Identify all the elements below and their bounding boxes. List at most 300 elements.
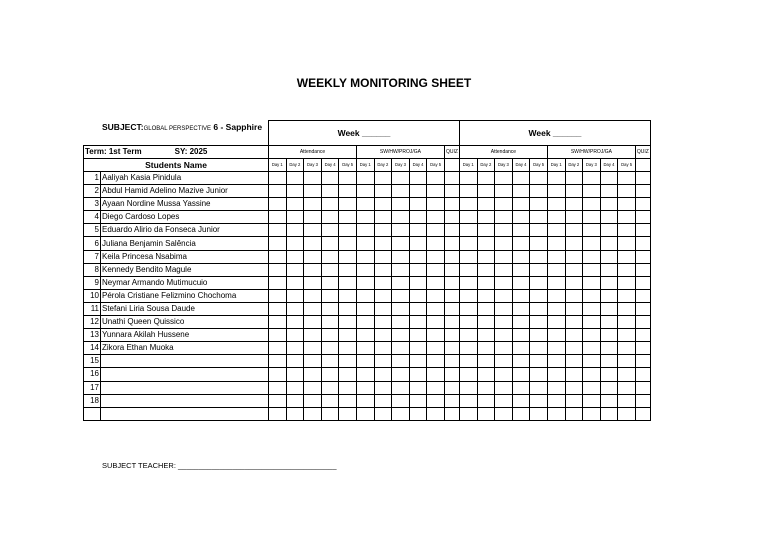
mark-cell[interactable] xyxy=(444,250,459,263)
mark-cell[interactable] xyxy=(321,316,339,329)
mark-cell[interactable] xyxy=(477,172,495,185)
mark-cell[interactable] xyxy=(583,394,601,407)
mark-cell[interactable] xyxy=(495,368,513,381)
mark-cell[interactable] xyxy=(356,211,374,224)
mark-cell[interactable] xyxy=(339,368,357,381)
mark-cell[interactable] xyxy=(321,237,339,250)
mark-cell[interactable] xyxy=(356,329,374,342)
mark-cell[interactable] xyxy=(444,289,459,302)
mark-cell[interactable] xyxy=(495,276,513,289)
mark-cell[interactable] xyxy=(600,342,618,355)
mark-cell[interactable] xyxy=(477,394,495,407)
mark-cell[interactable] xyxy=(565,381,583,394)
mark-cell[interactable] xyxy=(374,381,392,394)
mark-cell[interactable] xyxy=(392,263,410,276)
mark-cell[interactable] xyxy=(286,237,304,250)
mark-cell[interactable] xyxy=(459,276,477,289)
mark-cell[interactable] xyxy=(600,407,618,420)
mark-cell[interactable] xyxy=(286,407,304,420)
mark-cell[interactable] xyxy=(600,263,618,276)
mark-cell[interactable] xyxy=(547,211,565,224)
mark-cell[interactable] xyxy=(409,368,427,381)
mark-cell[interactable] xyxy=(565,211,583,224)
mark-cell[interactable] xyxy=(512,329,530,342)
mark-cell[interactable] xyxy=(512,237,530,250)
mark-cell[interactable] xyxy=(495,329,513,342)
mark-cell[interactable] xyxy=(583,211,601,224)
mark-cell[interactable] xyxy=(512,381,530,394)
mark-cell[interactable] xyxy=(374,355,392,368)
mark-cell[interactable] xyxy=(618,381,636,394)
mark-cell[interactable] xyxy=(339,198,357,211)
mark-cell[interactable] xyxy=(269,342,287,355)
mark-cell[interactable] xyxy=(565,172,583,185)
mark-cell[interactable] xyxy=(374,394,392,407)
mark-cell[interactable] xyxy=(512,316,530,329)
mark-cell[interactable] xyxy=(392,355,410,368)
mark-cell[interactable] xyxy=(392,316,410,329)
mark-cell[interactable] xyxy=(477,407,495,420)
mark-cell[interactable] xyxy=(600,329,618,342)
mark-cell[interactable] xyxy=(392,381,410,394)
mark-cell[interactable] xyxy=(495,316,513,329)
mark-cell[interactable] xyxy=(321,329,339,342)
mark-cell[interactable] xyxy=(444,342,459,355)
mark-cell[interactable] xyxy=(459,237,477,250)
mark-cell[interactable] xyxy=(444,198,459,211)
mark-cell[interactable] xyxy=(409,302,427,315)
mark-cell[interactable] xyxy=(459,263,477,276)
mark-cell[interactable] xyxy=(444,237,459,250)
mark-cell[interactable] xyxy=(374,263,392,276)
mark-cell[interactable] xyxy=(459,342,477,355)
mark-cell[interactable] xyxy=(304,237,322,250)
mark-cell[interactable] xyxy=(459,329,477,342)
mark-cell[interactable] xyxy=(618,329,636,342)
mark-cell[interactable] xyxy=(444,185,459,198)
mark-cell[interactable] xyxy=(356,381,374,394)
mark-cell[interactable] xyxy=(339,394,357,407)
mark-cell[interactable] xyxy=(374,368,392,381)
mark-cell[interactable] xyxy=(583,355,601,368)
mark-cell[interactable] xyxy=(530,381,548,394)
mark-cell[interactable] xyxy=(269,250,287,263)
mark-cell[interactable] xyxy=(530,342,548,355)
mark-cell[interactable] xyxy=(618,355,636,368)
mark-cell[interactable] xyxy=(444,381,459,394)
mark-cell[interactable] xyxy=(409,211,427,224)
mark-cell[interactable] xyxy=(321,276,339,289)
mark-cell[interactable] xyxy=(512,263,530,276)
mark-cell[interactable] xyxy=(583,224,601,237)
mark-cell[interactable] xyxy=(635,250,650,263)
mark-cell[interactable] xyxy=(477,316,495,329)
mark-cell[interactable] xyxy=(635,302,650,315)
mark-cell[interactable] xyxy=(269,276,287,289)
mark-cell[interactable] xyxy=(427,394,445,407)
mark-cell[interactable] xyxy=(444,224,459,237)
mark-cell[interactable] xyxy=(583,407,601,420)
mark-cell[interactable] xyxy=(530,172,548,185)
mark-cell[interactable] xyxy=(427,407,445,420)
mark-cell[interactable] xyxy=(547,250,565,263)
mark-cell[interactable] xyxy=(444,329,459,342)
mark-cell[interactable] xyxy=(409,250,427,263)
mark-cell[interactable] xyxy=(635,224,650,237)
mark-cell[interactable] xyxy=(286,394,304,407)
mark-cell[interactable] xyxy=(356,172,374,185)
mark-cell[interactable] xyxy=(565,316,583,329)
mark-cell[interactable] xyxy=(530,185,548,198)
mark-cell[interactable] xyxy=(269,316,287,329)
mark-cell[interactable] xyxy=(304,276,322,289)
mark-cell[interactable] xyxy=(512,289,530,302)
mark-cell[interactable] xyxy=(427,211,445,224)
mark-cell[interactable] xyxy=(477,211,495,224)
mark-cell[interactable] xyxy=(459,355,477,368)
mark-cell[interactable] xyxy=(477,355,495,368)
mark-cell[interactable] xyxy=(583,198,601,211)
mark-cell[interactable] xyxy=(339,276,357,289)
mark-cell[interactable] xyxy=(304,368,322,381)
mark-cell[interactable] xyxy=(339,316,357,329)
mark-cell[interactable] xyxy=(427,224,445,237)
mark-cell[interactable] xyxy=(547,302,565,315)
mark-cell[interactable] xyxy=(547,276,565,289)
mark-cell[interactable] xyxy=(495,355,513,368)
mark-cell[interactable] xyxy=(600,276,618,289)
mark-cell[interactable] xyxy=(409,342,427,355)
mark-cell[interactable] xyxy=(356,289,374,302)
mark-cell[interactable] xyxy=(583,276,601,289)
mark-cell[interactable] xyxy=(269,407,287,420)
mark-cell[interactable] xyxy=(321,368,339,381)
mark-cell[interactable] xyxy=(547,237,565,250)
mark-cell[interactable] xyxy=(269,237,287,250)
mark-cell[interactable] xyxy=(565,198,583,211)
mark-cell[interactable] xyxy=(409,276,427,289)
mark-cell[interactable] xyxy=(286,224,304,237)
mark-cell[interactable] xyxy=(392,302,410,315)
mark-cell[interactable] xyxy=(444,276,459,289)
mark-cell[interactable] xyxy=(374,302,392,315)
mark-cell[interactable] xyxy=(565,394,583,407)
mark-cell[interactable] xyxy=(304,381,322,394)
mark-cell[interactable] xyxy=(427,355,445,368)
mark-cell[interactable] xyxy=(618,316,636,329)
mark-cell[interactable] xyxy=(286,276,304,289)
mark-cell[interactable] xyxy=(530,302,548,315)
mark-cell[interactable] xyxy=(495,185,513,198)
mark-cell[interactable] xyxy=(459,172,477,185)
mark-cell[interactable] xyxy=(565,329,583,342)
mark-cell[interactable] xyxy=(547,329,565,342)
mark-cell[interactable] xyxy=(618,394,636,407)
mark-cell[interactable] xyxy=(444,394,459,407)
mark-cell[interactable] xyxy=(583,381,601,394)
mark-cell[interactable] xyxy=(321,342,339,355)
mark-cell[interactable] xyxy=(459,394,477,407)
mark-cell[interactable] xyxy=(600,172,618,185)
mark-cell[interactable] xyxy=(459,302,477,315)
mark-cell[interactable] xyxy=(286,316,304,329)
mark-cell[interactable] xyxy=(374,237,392,250)
mark-cell[interactable] xyxy=(286,329,304,342)
mark-cell[interactable] xyxy=(547,355,565,368)
mark-cell[interactable] xyxy=(321,172,339,185)
mark-cell[interactable] xyxy=(512,224,530,237)
mark-cell[interactable] xyxy=(392,342,410,355)
mark-cell[interactable] xyxy=(409,237,427,250)
mark-cell[interactable] xyxy=(304,329,322,342)
mark-cell[interactable] xyxy=(392,329,410,342)
mark-cell[interactable] xyxy=(565,355,583,368)
mark-cell[interactable] xyxy=(427,276,445,289)
mark-cell[interactable] xyxy=(618,407,636,420)
mark-cell[interactable] xyxy=(269,211,287,224)
mark-cell[interactable] xyxy=(409,198,427,211)
mark-cell[interactable] xyxy=(304,342,322,355)
mark-cell[interactable] xyxy=(459,289,477,302)
mark-cell[interactable] xyxy=(583,342,601,355)
mark-cell[interactable] xyxy=(286,172,304,185)
mark-cell[interactable] xyxy=(530,211,548,224)
mark-cell[interactable] xyxy=(356,355,374,368)
mark-cell[interactable] xyxy=(321,302,339,315)
mark-cell[interactable] xyxy=(477,342,495,355)
mark-cell[interactable] xyxy=(530,394,548,407)
mark-cell[interactable] xyxy=(392,289,410,302)
mark-cell[interactable] xyxy=(495,381,513,394)
mark-cell[interactable] xyxy=(286,342,304,355)
mark-cell[interactable] xyxy=(339,250,357,263)
mark-cell[interactable] xyxy=(477,263,495,276)
mark-cell[interactable] xyxy=(547,407,565,420)
mark-cell[interactable] xyxy=(618,185,636,198)
mark-cell[interactable] xyxy=(635,172,650,185)
mark-cell[interactable] xyxy=(583,172,601,185)
mark-cell[interactable] xyxy=(530,289,548,302)
mark-cell[interactable] xyxy=(600,198,618,211)
mark-cell[interactable] xyxy=(321,394,339,407)
mark-cell[interactable] xyxy=(356,342,374,355)
mark-cell[interactable] xyxy=(618,224,636,237)
mark-cell[interactable] xyxy=(583,263,601,276)
mark-cell[interactable] xyxy=(339,185,357,198)
mark-cell[interactable] xyxy=(392,185,410,198)
mark-cell[interactable] xyxy=(600,368,618,381)
mark-cell[interactable] xyxy=(477,289,495,302)
mark-cell[interactable] xyxy=(635,211,650,224)
mark-cell[interactable] xyxy=(477,302,495,315)
mark-cell[interactable] xyxy=(269,302,287,315)
mark-cell[interactable] xyxy=(635,394,650,407)
mark-cell[interactable] xyxy=(547,172,565,185)
mark-cell[interactable] xyxy=(477,185,495,198)
mark-cell[interactable] xyxy=(583,289,601,302)
mark-cell[interactable] xyxy=(495,407,513,420)
mark-cell[interactable] xyxy=(269,172,287,185)
mark-cell[interactable] xyxy=(477,368,495,381)
mark-cell[interactable] xyxy=(495,211,513,224)
mark-cell[interactable] xyxy=(618,302,636,315)
mark-cell[interactable] xyxy=(304,316,322,329)
mark-cell[interactable] xyxy=(339,237,357,250)
mark-cell[interactable] xyxy=(321,289,339,302)
mark-cell[interactable] xyxy=(339,211,357,224)
mark-cell[interactable] xyxy=(409,185,427,198)
mark-cell[interactable] xyxy=(459,381,477,394)
mark-cell[interactable] xyxy=(356,250,374,263)
mark-cell[interactable] xyxy=(459,211,477,224)
mark-cell[interactable] xyxy=(356,407,374,420)
mark-cell[interactable] xyxy=(495,302,513,315)
mark-cell[interactable] xyxy=(321,198,339,211)
mark-cell[interactable] xyxy=(512,250,530,263)
mark-cell[interactable] xyxy=(304,302,322,315)
mark-cell[interactable] xyxy=(269,198,287,211)
mark-cell[interactable] xyxy=(600,355,618,368)
mark-cell[interactable] xyxy=(565,368,583,381)
mark-cell[interactable] xyxy=(269,394,287,407)
mark-cell[interactable] xyxy=(565,263,583,276)
mark-cell[interactable] xyxy=(495,263,513,276)
mark-cell[interactable] xyxy=(459,316,477,329)
mark-cell[interactable] xyxy=(374,211,392,224)
mark-cell[interactable] xyxy=(392,211,410,224)
mark-cell[interactable] xyxy=(427,342,445,355)
mark-cell[interactable] xyxy=(409,263,427,276)
mark-cell[interactable] xyxy=(321,211,339,224)
mark-cell[interactable] xyxy=(269,381,287,394)
mark-cell[interactable] xyxy=(512,355,530,368)
mark-cell[interactable] xyxy=(635,185,650,198)
mark-cell[interactable] xyxy=(409,355,427,368)
mark-cell[interactable] xyxy=(459,250,477,263)
mark-cell[interactable] xyxy=(547,381,565,394)
mark-cell[interactable] xyxy=(600,316,618,329)
mark-cell[interactable] xyxy=(444,355,459,368)
mark-cell[interactable] xyxy=(427,316,445,329)
mark-cell[interactable] xyxy=(374,276,392,289)
mark-cell[interactable] xyxy=(392,224,410,237)
mark-cell[interactable] xyxy=(583,302,601,315)
mark-cell[interactable] xyxy=(530,263,548,276)
mark-cell[interactable] xyxy=(444,302,459,315)
mark-cell[interactable] xyxy=(339,355,357,368)
mark-cell[interactable] xyxy=(427,250,445,263)
mark-cell[interactable] xyxy=(356,198,374,211)
mark-cell[interactable] xyxy=(392,172,410,185)
mark-cell[interactable] xyxy=(374,316,392,329)
mark-cell[interactable] xyxy=(512,302,530,315)
mark-cell[interactable] xyxy=(459,185,477,198)
mark-cell[interactable] xyxy=(530,276,548,289)
mark-cell[interactable] xyxy=(286,381,304,394)
mark-cell[interactable] xyxy=(374,198,392,211)
mark-cell[interactable] xyxy=(374,224,392,237)
mark-cell[interactable] xyxy=(427,237,445,250)
mark-cell[interactable] xyxy=(583,329,601,342)
mark-cell[interactable] xyxy=(547,224,565,237)
mark-cell[interactable] xyxy=(427,329,445,342)
mark-cell[interactable] xyxy=(547,198,565,211)
mark-cell[interactable] xyxy=(409,316,427,329)
mark-cell[interactable] xyxy=(618,198,636,211)
mark-cell[interactable] xyxy=(530,407,548,420)
mark-cell[interactable] xyxy=(530,368,548,381)
mark-cell[interactable] xyxy=(339,342,357,355)
mark-cell[interactable] xyxy=(269,329,287,342)
mark-cell[interactable] xyxy=(286,368,304,381)
mark-cell[interactable] xyxy=(459,198,477,211)
mark-cell[interactable] xyxy=(565,224,583,237)
mark-cell[interactable] xyxy=(600,237,618,250)
mark-cell[interactable] xyxy=(409,172,427,185)
mark-cell[interactable] xyxy=(304,172,322,185)
mark-cell[interactable] xyxy=(635,368,650,381)
mark-cell[interactable] xyxy=(286,185,304,198)
mark-cell[interactable] xyxy=(304,355,322,368)
mark-cell[interactable] xyxy=(618,289,636,302)
mark-cell[interactable] xyxy=(618,368,636,381)
mark-cell[interactable] xyxy=(495,394,513,407)
mark-cell[interactable] xyxy=(565,342,583,355)
mark-cell[interactable] xyxy=(635,316,650,329)
mark-cell[interactable] xyxy=(600,224,618,237)
mark-cell[interactable] xyxy=(304,289,322,302)
mark-cell[interactable] xyxy=(392,276,410,289)
mark-cell[interactable] xyxy=(444,368,459,381)
mark-cell[interactable] xyxy=(304,263,322,276)
mark-cell[interactable] xyxy=(547,368,565,381)
mark-cell[interactable] xyxy=(304,211,322,224)
mark-cell[interactable] xyxy=(374,329,392,342)
mark-cell[interactable] xyxy=(427,368,445,381)
mark-cell[interactable] xyxy=(600,211,618,224)
mark-cell[interactable] xyxy=(635,276,650,289)
mark-cell[interactable] xyxy=(635,263,650,276)
mark-cell[interactable] xyxy=(269,368,287,381)
mark-cell[interactable] xyxy=(495,237,513,250)
mark-cell[interactable] xyxy=(374,289,392,302)
mark-cell[interactable] xyxy=(304,224,322,237)
mark-cell[interactable] xyxy=(392,198,410,211)
mark-cell[interactable] xyxy=(444,172,459,185)
mark-cell[interactable] xyxy=(374,342,392,355)
mark-cell[interactable] xyxy=(269,224,287,237)
mark-cell[interactable] xyxy=(304,250,322,263)
mark-cell[interactable] xyxy=(530,329,548,342)
mark-cell[interactable] xyxy=(477,237,495,250)
mark-cell[interactable] xyxy=(269,289,287,302)
mark-cell[interactable] xyxy=(512,407,530,420)
mark-cell[interactable] xyxy=(374,172,392,185)
mark-cell[interactable] xyxy=(477,276,495,289)
mark-cell[interactable] xyxy=(547,263,565,276)
mark-cell[interactable] xyxy=(427,381,445,394)
mark-cell[interactable] xyxy=(339,302,357,315)
mark-cell[interactable] xyxy=(409,407,427,420)
mark-cell[interactable] xyxy=(427,185,445,198)
mark-cell[interactable] xyxy=(444,316,459,329)
mark-cell[interactable] xyxy=(547,185,565,198)
mark-cell[interactable] xyxy=(512,211,530,224)
mark-cell[interactable] xyxy=(618,172,636,185)
mark-cell[interactable] xyxy=(304,394,322,407)
mark-cell[interactable] xyxy=(304,198,322,211)
mark-cell[interactable] xyxy=(321,355,339,368)
